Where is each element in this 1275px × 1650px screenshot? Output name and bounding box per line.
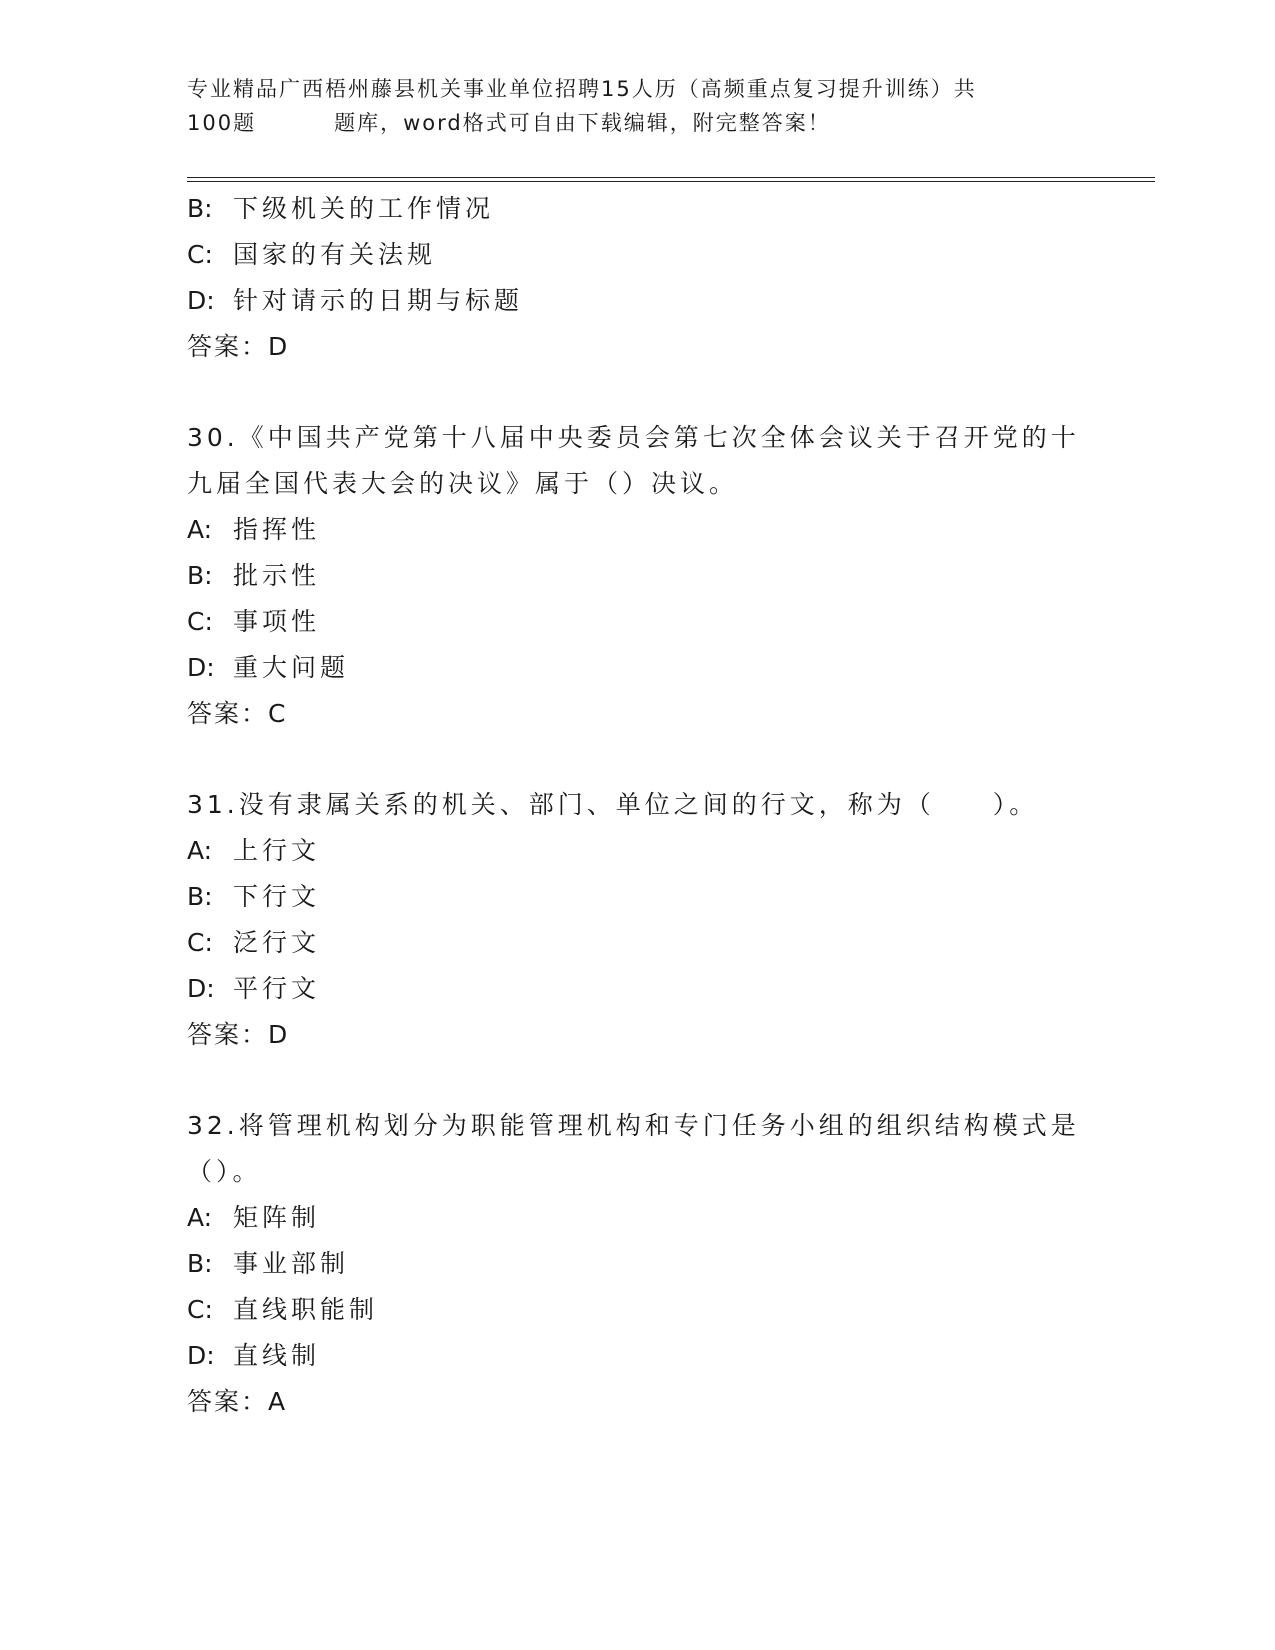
answer-line: 答案：D: [187, 1020, 290, 1049]
answer-line: 答案：D: [187, 332, 290, 361]
question-32: [187, 1103, 1087, 1425]
option-a: A: 指挥性: [187, 515, 321, 544]
option-b: B: 下级机关的工作情况: [187, 194, 495, 223]
option-a: A: 上行文: [187, 836, 321, 865]
question-30: [187, 415, 1087, 737]
answer-line: 答案：C: [187, 699, 288, 728]
header-line-2-count: 100题: [187, 111, 257, 135]
option-c: C: 泛行文: [187, 928, 321, 957]
question-stem-line-1: 30.《中国共产党第十八届中央委员会第七次全体会议关于召开党的十: [187, 423, 1080, 452]
option-b: B: 下行文: [187, 882, 321, 911]
question-29-continued: [187, 186, 1087, 370]
question-stem-line-1: 32.将管理机构划分为职能管理机构和专门任务小组的组织结构模式是: [187, 1111, 1080, 1140]
option-a: A: 矩阵制: [187, 1203, 321, 1232]
option-d: D: 平行文: [187, 974, 321, 1003]
question-31: [187, 782, 1087, 1058]
header-divider: [187, 177, 1155, 182]
question-stem-line-2: （）。: [187, 1157, 262, 1186]
question-stem-line-2: 九届全国代表大会的决议》属于（）决议。: [187, 469, 739, 498]
option-d: D: 直线制: [187, 1341, 321, 1370]
question-stem-line-1: 31.没有隶属关系的机关、部门、单位之间的行文，称为（ ）。: [187, 790, 1039, 819]
option-c: C: 直线职能制: [187, 1295, 379, 1324]
header-line-2-desc: 题库，word格式可自由下载编辑，附完整答案！: [334, 111, 831, 135]
document-header: [187, 72, 1087, 140]
option-d: D: 重大问题: [187, 653, 350, 682]
question-content: [187, 186, 1087, 1425]
header-line-1: 专业精品广西梧州藤县机关事业单位招聘15人历（高频重点复习提升训练）共: [187, 77, 977, 101]
answer-line: 答案：A: [187, 1387, 288, 1416]
header-line-2: [187, 106, 1087, 140]
option-c: C: 事项性: [187, 607, 321, 636]
option-b: B: 事业部制: [187, 1249, 350, 1278]
option-b: B: 批示性: [187, 561, 321, 590]
option-d: D: 针对请示的日期与标题: [187, 286, 524, 315]
option-c: C: 国家的有关法规: [187, 240, 437, 269]
